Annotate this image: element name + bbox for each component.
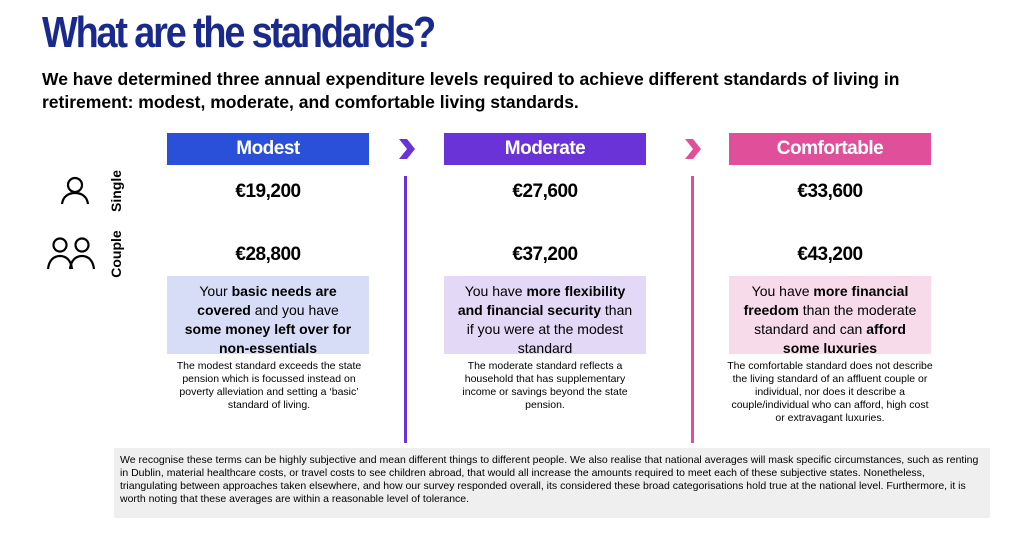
row-label-couple: Couple [108,230,124,278]
price-moderate-single: €27,600 [512,181,578,202]
person-icon [58,176,92,206]
price-comfortable-couple: €43,200 [797,244,863,265]
row-label-single: Single [108,170,124,213]
divider-moderate-comfortable [691,176,694,443]
disclaimer-box: We recognise these terms can be highly subjective and mean different things to different people. We also realise that national averages will mask specific circumstances, such as renting in Dublin, material healthcare costs, or travel costs to see children abroad, that would all increase the amounts required to meet each of these subjective states. Nonetheless, triangulating between approaches taken elsewhere, and how our survey responded overall, its considered these broad categorisations hold true at the national level. Furthermore, it is worth noting that these averages are within a reasonable level of tolerance. [114,448,990,518]
price-moderate-couple: €37,200 [512,244,578,265]
note-modest: The modest standard exceeds the state pension which is focussed instead on poverty alleviation and setting a ‘basic’ standard of living. [176,360,362,411]
description-moderate: You have more flexibility and financial security than if you were at the modest standard [444,276,646,354]
chevron-right-icon [397,137,417,161]
description-modest: Your basic needs are covered and you have some money left over for non-essentials [167,276,369,354]
divider-modest-moderate [404,176,407,443]
page-subtitle: We have determined three annual expenditure levels required to achieve different standards of living in retirement: modest, moderate, and comfortable living standards. [42,69,900,112]
description-comfortable: You have more financial freedom than the moderate standard and can afford some luxuries [729,276,931,354]
header-moderate: Moderate [444,133,646,165]
chevron-right-icon [683,137,703,161]
page-title: What are the standards? [42,8,435,57]
header-modest: Modest [167,133,369,165]
price-modest-single: €19,200 [235,181,301,202]
note-moderate: The moderate standard reflects a household that has supplementary income or savings beyond the state pension. [462,360,628,411]
price-comfortable-single: €33,600 [797,181,863,202]
price-modest-couple: €28,800 [235,244,301,265]
header-comfortable: Comfortable [729,133,931,165]
couple-icon [46,236,98,272]
note-comfortable: The comfortable standard does not describe the living standard of an affluent couple or individual, nor does it describe a couple/individual who can afford, high cost or extravagant luxuries. [727,360,933,424]
